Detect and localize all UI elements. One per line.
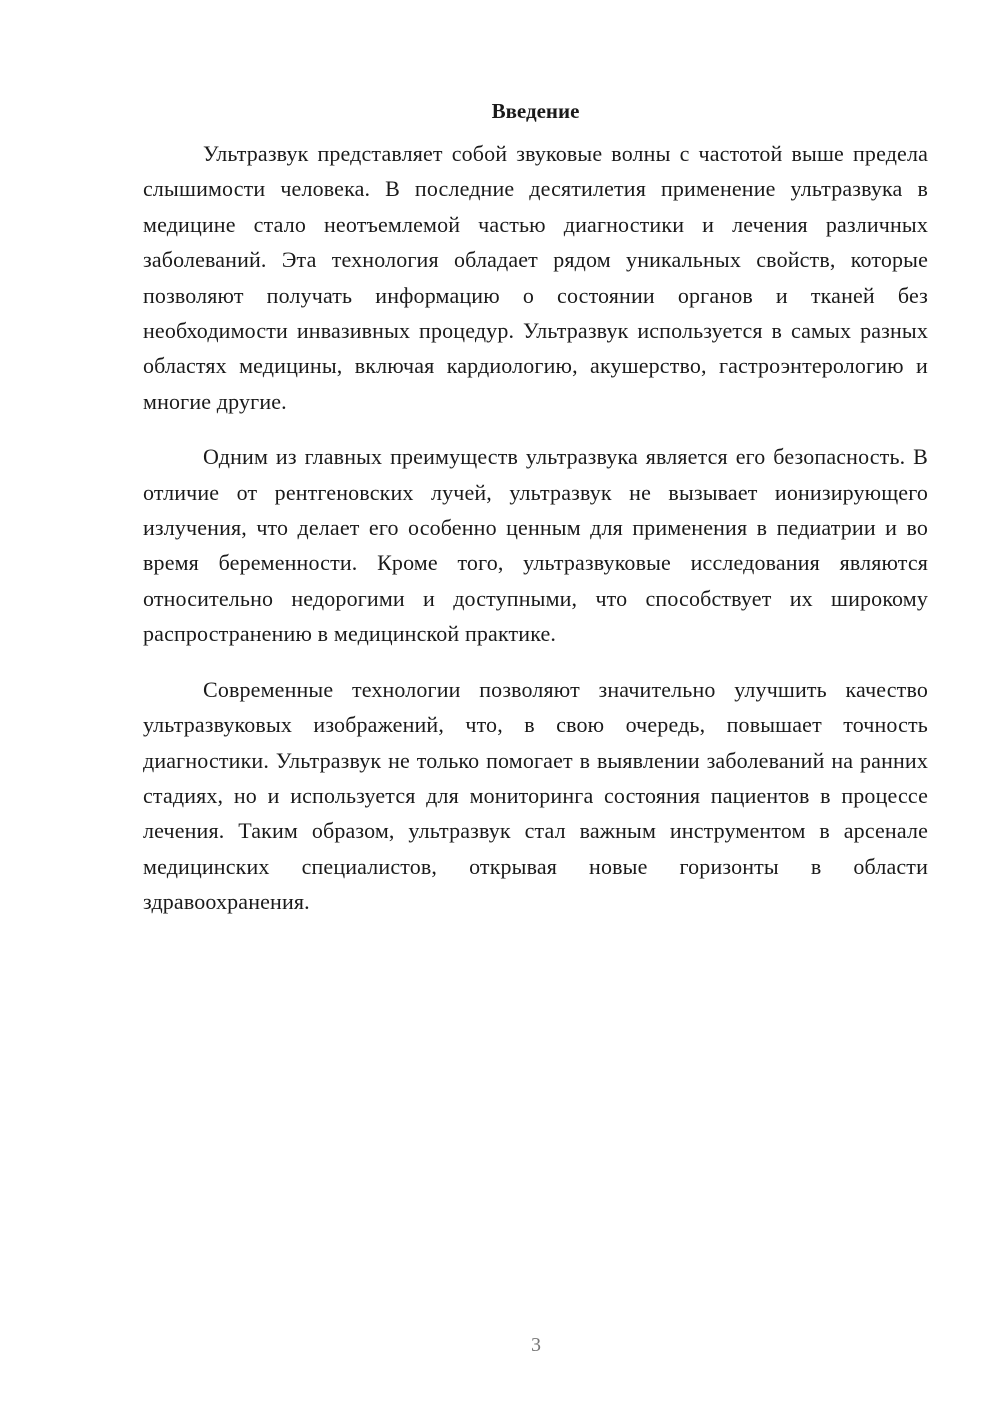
paragraph-2: Одним из главных преимуществ ультразвука является его безопасность. В отличие от рентгеновских лучей, ультразвук не вызывает ионизирующего излучения, что делает его особенно ценным для применения в педиатрии и во время беременности. Кроме того, ультразвуковые исследования являются относительно недорогими и доступными, что способствует их широкому распространению в медицинской практике.: [143, 444, 928, 647]
page-number: 3: [531, 1334, 541, 1356]
page-content: [143, 96, 928, 940]
paragraph-3: Современные технологии позволяют значительно улучшить качество ультразвуковых изображений, что, в свою очередь, повышает точность диагностики. Ультразвук не только помогает в выявлении заболеваний на ранних стадиях, но и используется для мониторинга состояния пациентов в процессе лечения. Таким образом, ультразвук стал важным инструментом в арсенале медицинских специалистов, открывая новые горизонты в области здравоохранения.: [143, 676, 928, 915]
paragraph-1: Ультразвук представляет собой звуковые волны с частотой выше предела слышимости человека. В последние десятилетия применение ультразвука в медицине стало неотъемлемой частью диагностики и лечения различных заболеваний. Эта технология обладает рядом уникальных свойств, которые позволяют получать информацию о состоянии органов и тканей без необходимости инвазивных процедур. Ультразвук используется в самых разных областях медицины, включая кардиологию, акушерство, гастроэнтерологию и многие другие.: [143, 141, 928, 414]
section-heading: Введение: [491, 99, 580, 123]
